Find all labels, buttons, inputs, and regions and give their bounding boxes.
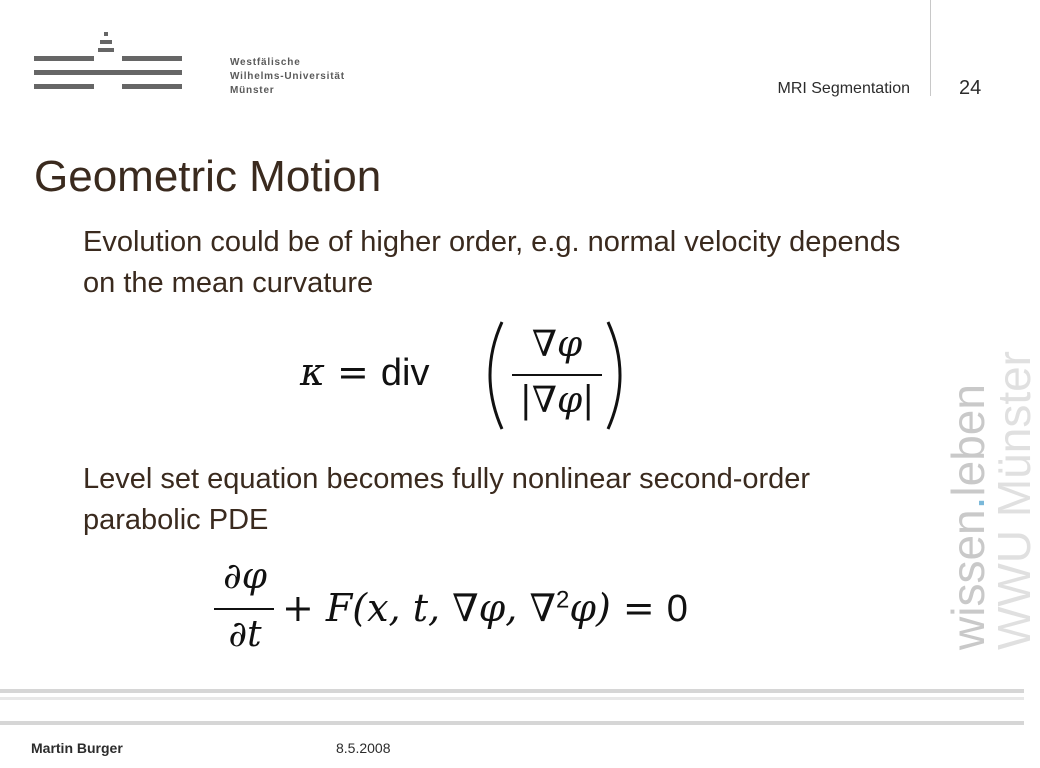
watermark-word-leben: leben <box>942 384 994 497</box>
header-topic: MRI Segmentation <box>777 80 910 97</box>
level-set-pde-formula <box>206 556 766 666</box>
pde-expression <box>282 586 688 631</box>
university-logo <box>34 30 345 100</box>
paragraph-level-set: Level set equation becomes fully nonlinear second-order parabolic PDE <box>83 463 811 536</box>
logo-text-line-3: Münster <box>230 85 275 96</box>
slide-title: Geometric Motion <box>34 152 382 201</box>
equals-sign: = <box>610 586 667 630</box>
fraction-bar <box>512 374 602 376</box>
fraction-numerator: ∇φ <box>531 324 583 365</box>
function-f: F <box>325 586 353 630</box>
plus-sign: + <box>282 586 326 630</box>
laplacian-exponent: 2 <box>555 586 570 614</box>
kappa-symbol: κ <box>300 350 325 394</box>
time-derivative-denominator: ∂t <box>228 614 262 655</box>
footer-author: Martin Burger <box>31 740 123 756</box>
header-divider <box>930 0 931 96</box>
watermark-slogan <box>942 351 994 650</box>
footer-date: 8.5.2008 <box>336 740 391 756</box>
wissen-leben-watermark <box>942 351 1040 650</box>
footer-rule-middle <box>0 697 1024 700</box>
logo-text-line-2: Wilhelms-Universität <box>230 71 345 82</box>
logo-text-line-1: Westfälische <box>230 57 301 68</box>
time-derivative-numerator: ∂φ <box>223 556 267 597</box>
paragraph-higher-order: Evolution could be of higher order, e.g. normal velocity depends on the mean curvature <box>83 226 901 299</box>
rhs-zero: 0 <box>666 588 688 630</box>
function-arguments-open: (x, t, ∇φ, ∇ <box>352 586 556 630</box>
fraction-denominator: |∇φ| <box>519 380 595 421</box>
div-operator: div <box>380 352 430 394</box>
time-derivative-bar <box>214 608 274 610</box>
watermark-dot: . <box>942 496 994 510</box>
watermark-university: WWU Münster <box>988 351 1040 650</box>
curvature-formula-lhs <box>300 350 430 395</box>
curvature-formula <box>300 318 640 433</box>
watermark-word-wissen: wissen <box>942 509 994 650</box>
footer-rule-bottom <box>0 721 1024 725</box>
footer-rule-top <box>0 689 1024 693</box>
equals-sign: = <box>324 350 381 394</box>
university-emblem-icon <box>34 30 224 100</box>
slide-number: 24 <box>959 77 982 99</box>
function-arguments-close: φ) <box>569 586 611 630</box>
